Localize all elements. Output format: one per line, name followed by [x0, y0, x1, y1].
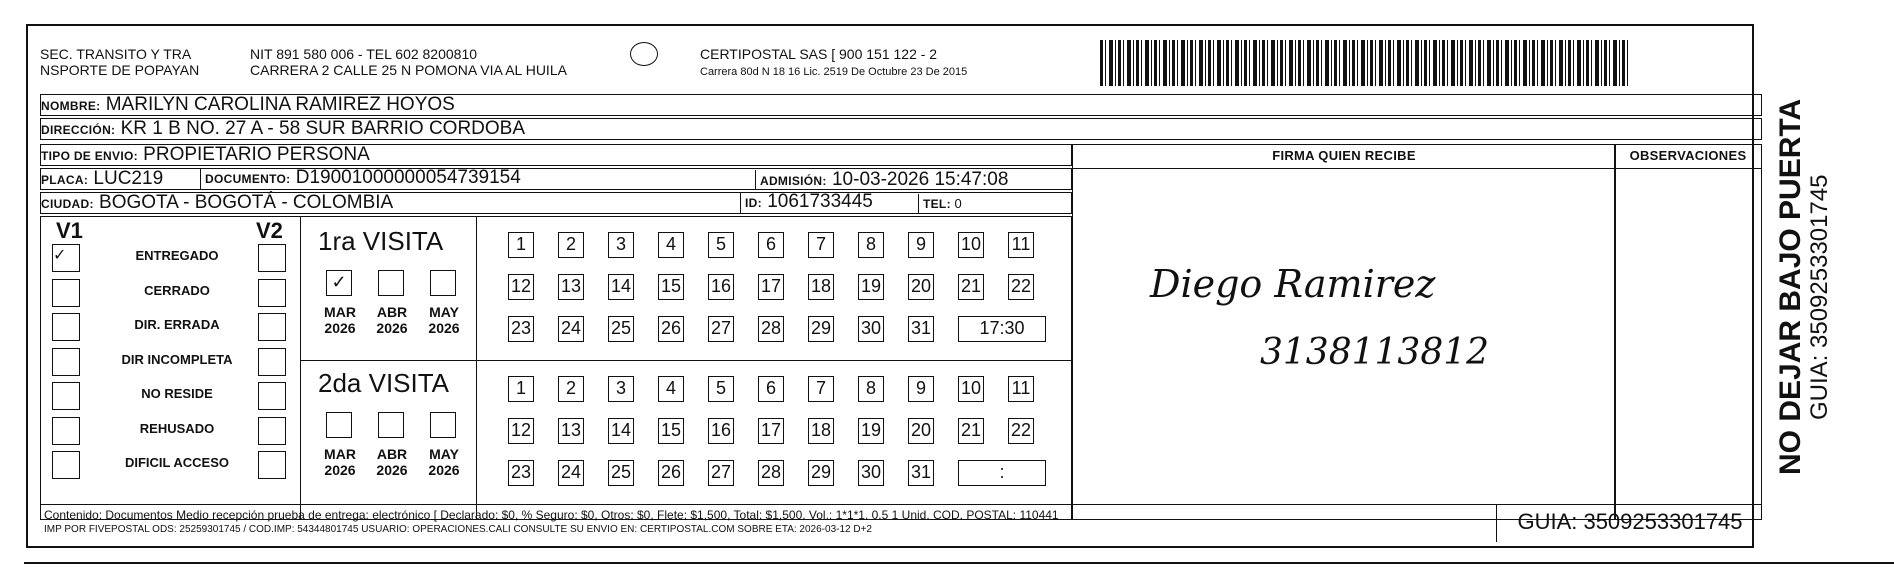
day-box[interactable]: 16 [708, 274, 734, 300]
documento-value: D19001000000054739154 [295, 167, 521, 188]
observaciones-column [1614, 144, 1762, 520]
day-box[interactable]: 29 [808, 460, 834, 486]
courier-address: Carrera 80d N 18 16 Lic. 2519 De Octubre 23 De 2015 [700, 66, 968, 78]
day-box[interactable]: 26 [658, 316, 684, 342]
month-name: MAR [324, 304, 356, 320]
month-checkbox[interactable] [378, 270, 404, 296]
id-value: 1061733445 [767, 191, 873, 212]
v1-checkbox[interactable]: ✓ [52, 244, 80, 272]
month-label [370, 304, 414, 336]
footer-line-1: Contenido: Documentos Medio recepción prueba de entrega: electrónico [ Declarado: $0, % Seguro: $0, Otros: $0, Flete: $1,500, Total: $1,500. Vol.: 1*1*1. 0.5 1 Unid. COD. POSTAL: 110441 [44, 508, 1059, 522]
sender-line-2: NSPORTE DE POPAYAN [40, 62, 200, 78]
month-name: ABR [376, 304, 408, 320]
nombre-label: NOMBRE: [41, 99, 101, 113]
day-box[interactable]: 6 [758, 232, 784, 258]
month-year: 2026 [428, 462, 460, 478]
day-box[interactable]: 30 [858, 316, 884, 342]
v1-checkbox[interactable] [52, 417, 80, 445]
sender-line-1: SEC. TRANSITO Y TRA [40, 46, 192, 62]
status-label: DIFICIL ACCESO [124, 455, 229, 470]
firma-header-rule [1072, 168, 1616, 169]
day-box[interactable]: 8 [858, 232, 884, 258]
day-box[interactable]: 25 [608, 316, 634, 342]
day-box[interactable]: 9 [908, 376, 934, 402]
day-box[interactable]: 18 [808, 418, 834, 444]
side-warning: NO DEJAR BAJO PUERTA [1774, 98, 1807, 475]
v1-checkbox[interactable] [52, 279, 80, 307]
day-box[interactable]: 22 [1008, 274, 1034, 300]
ciudad-label: CIUDAD: [41, 197, 94, 211]
tipo-label: TIPO DE ENVIO: [41, 149, 138, 163]
day-box[interactable]: 1 [508, 376, 534, 402]
day-box[interactable]: 19 [858, 418, 884, 444]
day-box[interactable]: 22 [1008, 418, 1034, 444]
v1-checkbox[interactable] [52, 382, 80, 410]
tipo-value: PROPIETARIO PERSONA [143, 144, 370, 165]
day-box[interactable]: 24 [558, 316, 584, 342]
firma-header: FIRMA QUIEN RECIBE [1272, 148, 1416, 163]
day-box[interactable]: 21 [958, 274, 984, 300]
day-box[interactable]: 30 [858, 460, 884, 486]
day-box[interactable]: 1 [508, 232, 534, 258]
day-box[interactable]: 12 [508, 274, 534, 300]
day-box[interactable]: 23 [508, 316, 534, 342]
day-box[interactable]: 17 [758, 274, 784, 300]
day-box[interactable]: 3 [608, 232, 634, 258]
day-box[interactable]: 19 [858, 274, 884, 300]
tel-value: 0 [954, 196, 962, 211]
visit-time-box[interactable]: : [958, 460, 1046, 486]
day-box[interactable]: 10 [958, 232, 984, 258]
day-box[interactable]: 24 [558, 460, 584, 486]
day-box[interactable]: 5 [708, 376, 734, 402]
status-divider [300, 216, 301, 520]
day-box[interactable]: 3 [608, 376, 634, 402]
second-visit-label: 2da VISITA [318, 368, 450, 398]
day-box[interactable]: 4 [658, 232, 684, 258]
status-label: NO RESIDE [141, 386, 213, 401]
day-box[interactable]: 16 [708, 418, 734, 444]
barcode [1100, 40, 1630, 86]
month-year: 2026 [376, 320, 408, 336]
documento-cell [200, 168, 521, 190]
day-box[interactable]: 13 [558, 418, 584, 444]
v1-checkbox[interactable] [52, 451, 80, 479]
status-label: REHUSADO [139, 420, 215, 436]
status-label: DIR INCOMPLETA [121, 351, 233, 367]
month-name: ABR [376, 446, 408, 462]
observaciones-header-rule [1614, 168, 1762, 169]
day-box[interactable]: 31 [908, 316, 934, 342]
month-name: MAY [429, 304, 459, 320]
day-box[interactable]: 21 [958, 418, 984, 444]
tipo-row [40, 144, 1072, 166]
day-box[interactable]: 11 [1008, 376, 1034, 402]
nombre-value: MARILYN CAROLINA RAMIREZ HOYOS [105, 94, 455, 115]
day-box[interactable]: 15 [658, 274, 684, 300]
month-label [318, 446, 362, 478]
day-box[interactable]: 20 [908, 274, 934, 300]
nit-line: NIT 891 580 006 - TEL 602 8200810 [250, 46, 478, 62]
courier-name: CERTIPOSTAL SAS [ 900 151 122 - 2 [700, 46, 938, 62]
ciudad-value: BOGOTA - BOGOTÁ - COLOMBIA [99, 192, 394, 213]
v2-checkbox[interactable] [258, 279, 286, 307]
month-label [422, 446, 466, 478]
day-box[interactable]: 18 [808, 274, 834, 300]
id-label: ID: [745, 196, 762, 210]
visit-divider [476, 216, 477, 520]
day-box[interactable]: 14 [608, 418, 634, 444]
placa-value: LUC219 [93, 168, 164, 189]
status-label: DIR. ERRADA [134, 317, 220, 332]
month-year: 2026 [324, 320, 356, 336]
month-label [318, 304, 362, 336]
day-box[interactable]: 20 [908, 418, 934, 444]
day-box[interactable]: 27 [708, 460, 734, 486]
day-box[interactable]: 23 [508, 460, 534, 486]
day-box[interactable]: 10 [958, 376, 984, 402]
day-box[interactable]: 31 [908, 460, 934, 486]
day-box[interactable]: 11 [1008, 232, 1034, 258]
day-box[interactable]: 7 [808, 376, 834, 402]
bottom-rule [24, 562, 1894, 564]
first-visit-label: 1ra VISITA [318, 226, 444, 256]
footer-line-2: IMP POR FIVEPOSTAL ODS: 25259301745 / COD.IMP: 54344801745 USUARIO: OPERACIONES.CALI CONSULTE SU ENVIO EN: CERTIPOSTAL.COM SOBRE ETA: 2026-03-12 D+2 [44, 524, 872, 535]
day-box[interactable]: 26 [658, 460, 684, 486]
v2-label: V2 [256, 218, 283, 243]
day-box[interactable]: 4 [658, 376, 684, 402]
month-year: 2026 [324, 462, 356, 478]
v2-checkbox[interactable] [258, 244, 286, 272]
admision-label: ADMISIÓN: [760, 174, 827, 188]
month-checkbox[interactable] [326, 412, 352, 438]
admision-value: 10-03-2026 15:47:08 [831, 169, 1009, 190]
month-name: MAY [429, 446, 459, 462]
documento-label: DOCUMENTO: [205, 172, 291, 186]
day-box[interactable]: 5 [708, 232, 734, 258]
signature-name: Diego Ramirez [1150, 262, 1436, 306]
day-box[interactable]: 28 [758, 460, 784, 486]
side-guia: GUIA: 3509253301745 [1806, 174, 1833, 420]
day-box[interactable]: 15 [658, 418, 684, 444]
day-box[interactable]: 13 [558, 274, 584, 300]
tel-cell [918, 194, 962, 214]
month-checkbox[interactable] [430, 270, 456, 296]
v2-checkbox[interactable] [258, 417, 286, 445]
day-box[interactable]: 14 [608, 274, 634, 300]
id-cell [740, 192, 873, 214]
month-checkbox[interactable] [378, 412, 404, 438]
status-label: ENTREGADO [135, 248, 219, 263]
v2-checkbox[interactable] [258, 382, 286, 410]
direccion-value: KR 1 B NO. 27 A - 58 SUR BARRIO CORDOBA [120, 118, 526, 139]
v1-label: V1 [56, 218, 83, 243]
month-label [370, 446, 414, 478]
tel-label: TEL: [923, 197, 951, 211]
day-box[interactable]: 25 [608, 460, 634, 486]
signature-phone: 3138113812 [1260, 332, 1490, 373]
day-box[interactable]: 2 [558, 376, 584, 402]
day-box[interactable]: 7 [808, 232, 834, 258]
month-name: MAR [324, 446, 356, 462]
v1-checkbox[interactable] [52, 348, 80, 376]
observaciones-header: OBSERVACIONES [1629, 148, 1747, 163]
month-year: 2026 [376, 462, 408, 478]
day-box[interactable]: 2 [558, 232, 584, 258]
v2-checkbox[interactable] [258, 451, 286, 479]
day-box[interactable]: 27 [708, 316, 734, 342]
placa-label: PLACA: [41, 173, 89, 187]
direccion-label: DIRECCIÓN: [41, 123, 116, 137]
direccion-row [40, 118, 1762, 140]
day-box[interactable]: 12 [508, 418, 534, 444]
v2-checkbox[interactable] [258, 313, 286, 341]
v2-checkbox[interactable] [258, 348, 286, 376]
status-label: CERRADO [144, 282, 210, 298]
month-checkbox[interactable]: ✓ [326, 270, 352, 296]
admision-cell [755, 170, 1008, 190]
visit-separator [300, 360, 1072, 361]
month-year: 2026 [428, 320, 460, 336]
month-checkbox[interactable] [430, 412, 456, 438]
nombre-row [40, 94, 1762, 116]
day-box[interactable]: 28 [758, 316, 784, 342]
footer-guia: GUIA: 3509253301745 [1496, 504, 1763, 542]
day-box[interactable]: 29 [808, 316, 834, 342]
address-line: CARRERA 2 CALLE 25 N POMONA VIA AL HUILA [250, 62, 567, 78]
day-box[interactable]: 8 [858, 376, 884, 402]
visit-time-box[interactable]: 17:30 [958, 316, 1046, 342]
day-box[interactable]: 6 [758, 376, 784, 402]
day-box[interactable]: 17 [758, 418, 784, 444]
month-label [422, 304, 466, 336]
courier-logo-icon [630, 42, 658, 66]
v1-checkbox[interactable] [52, 313, 80, 341]
day-box[interactable]: 9 [908, 232, 934, 258]
